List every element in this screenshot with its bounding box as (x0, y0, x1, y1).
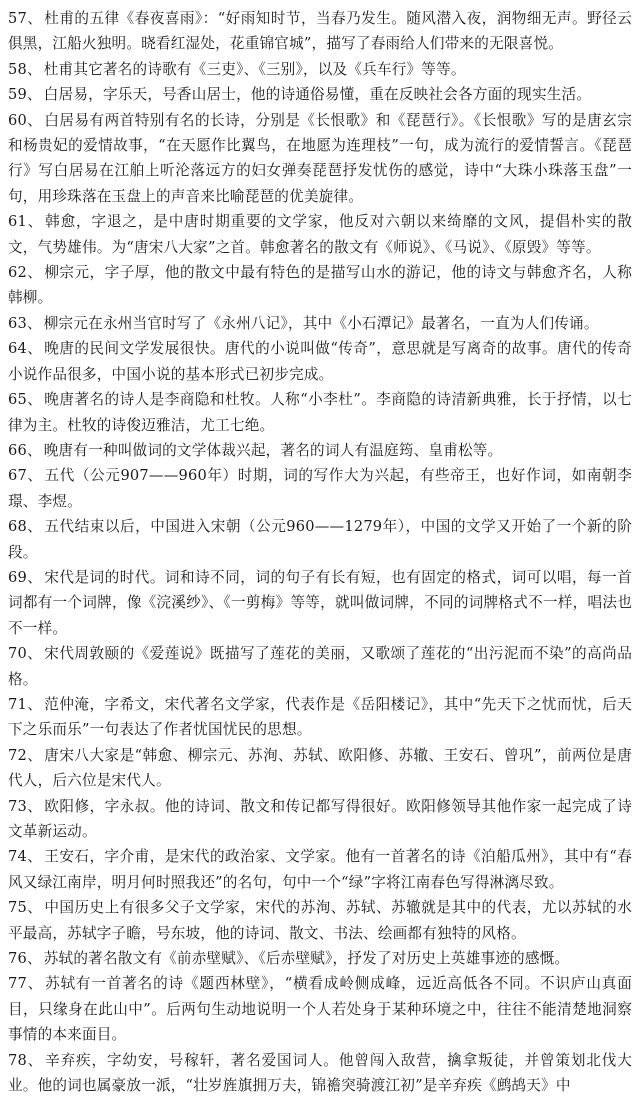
item-text: 五代（公元907——960年）时期，词的写作大为兴起，有些帝王，也好作词，如南朝李璟、李煜。 (8, 467, 632, 510)
item-number: 63、 (8, 314, 42, 332)
item-text: 辛弃疾，字幼安，号稼轩，著名爱国词人。他曾闯入敌营，擒拿叛徒，并曾策划北伐大业。他的词也属豪放一派，“壮岁旌旗拥万夫，锦襜突骑渡江初”是辛弃疾《鹧鸪天》中 (8, 1051, 633, 1095)
item-text: 苏轼的著名散文有《前赤壁赋》、《后赤壁赋》，抒发了对历史上英雄事迹的感慨。 (43, 950, 570, 968)
item-text: 范仲淹，字希文，宋代著名文学家，代表作是《岳阳楼记》，其中“先天下之忧而忧，后天下之乐而乐”一句表达了作者忧国忧民的思想。 (8, 695, 632, 739)
list-item (8, 209, 632, 260)
item-number: 59、 (8, 86, 42, 104)
item-text: 晚唐的民间文学发展很快。唐代的小说叫做“传奇”，意思就是写离奇的故事。唐代的传奇小说作品很多，中国小说的基本形式已初步完成。 (8, 340, 632, 383)
item-text: 白居易，字乐天，号香山居士，他的诗通俗易懂，重在反映社会各方面的现实生活。 (43, 86, 592, 104)
list-item (8, 743, 632, 794)
item-number: 72、 (8, 746, 43, 764)
item-text: 韩愈，字退之，是中唐时期重要的文学家，他反对六朝以来绮靡的文风，提倡朴实的散文，气势雄伟。为“唐宋八大家”之首。韩愈著名的散文有《师说》、《马说》、《原毁》等等。 (8, 213, 633, 256)
item-number: 65、 (8, 391, 43, 409)
item-text: 五代结束以后，中国进入宋朝（公元960——1279年），中国的文学又开始了一个新的阶段。 (8, 518, 632, 561)
item-text: 柳宗元，字子厚，他的散文中最有特色的是描写山水的游记，他的诗文与韩愈齐名，人称韩柳。 (8, 264, 632, 307)
item-text: 中国历史上有很多父子文学家，宋代的苏洵、苏轼、苏辙就是其中的代表，尤以苏轼的水平最高，苏轼字子瞻，号东坡，他的诗词、散文、书法、绘画都有独特的风格。 (8, 899, 632, 942)
item-number: 75、 (8, 899, 43, 917)
list-item (8, 438, 632, 463)
item-text: 唐宋八大家是“韩愈、柳宗元、苏洵、苏轼、欧阳修、苏辙、王安石、曾巩”，前两位是唐代人，后六位是宋代人。 (8, 746, 632, 790)
list-item (8, 895, 632, 946)
list-item (8, 692, 632, 743)
list-item (8, 336, 632, 387)
list-item (8, 794, 632, 845)
item-number: 60、 (8, 111, 43, 129)
item-text: 晚唐有一种叫做词的文学体裁兴起，著名的词人有温庭筠、皇甫松等。 (43, 441, 503, 459)
item-text: 晚唐著名的诗人是李商隐和杜牧。人称“小李杜”。李商隐的诗清新典雅，长于抒情，以七律为主。杜牧的诗俊迈雅洁，尤工七绝。 (8, 391, 632, 434)
item-number: 70、 (8, 645, 43, 663)
list-item (8, 565, 632, 641)
list-item (8, 844, 632, 895)
list-item (8, 57, 632, 82)
item-text: 王安石，字介甫，是宋代的政治家、文学家。他有一首著名的诗《泊船瓜州》，其中有“春风又绿江南岸，明月何时照我还”的名句，句中一个“绿”字将江南春色写得淋漓尽致。 (8, 848, 632, 891)
item-text: 宋代周敦颐的《爱莲说》既描写了莲花的美丽，又歌颂了莲花的“出污泥而不染”的高尚品格。 (8, 645, 632, 688)
list-item (8, 311, 632, 336)
list-item (8, 387, 632, 438)
item-text: 杜甫其它著名的诗歌有《三吏》、《三别》，以及《兵车行》等等。 (43, 60, 466, 78)
list-item (8, 971, 632, 1047)
item-number: 57、 (8, 10, 43, 27)
list-item (8, 1048, 632, 1098)
item-number: 67、 (8, 467, 43, 485)
list-item (8, 260, 632, 311)
item-text: 宋代是词的时代。词和诗不同，词的句子有长有短，也有固定的格式，词可以唱，每一首词都有一个词牌，像《浣溪纱》、《一剪梅》等等，就叫做词牌，不同的词牌格式不一样，唱法也不一样。 (8, 568, 632, 637)
item-number: 69、 (8, 568, 43, 586)
item-text: 欧阳修，字永叔。他的诗词、散文和传记都写得很好。欧阳修领导其他作家一起完成了诗文革新运动。 (8, 797, 632, 840)
list-item (8, 108, 632, 210)
item-text: 白居易有两首特别有名的长诗，分别是《长恨歌》和《琵琶行》。《长恨歌》写的是唐玄宗和杨贵妃的爱情故事，“在天愿作比翼鸟，在地愿为连理枝”一句，成为流行的爱情誓言。《琵琶行》写白居易在江舶上听沦落远方的妇女弹奏琵琶抒发忧伤的感觉，诗中“大珠小珠落玉盘”一句，用珍珠落在玉盘上的声音来比喻琵琶的优美旋律。 (8, 111, 633, 205)
list-item (8, 82, 632, 107)
item-number: 77、 (8, 975, 44, 993)
list-item (8, 641, 632, 692)
item-number: 61、 (8, 213, 44, 231)
item-number: 66、 (8, 441, 42, 459)
item-number: 62、 (8, 264, 43, 282)
list-item (8, 463, 632, 514)
item-number: 73、 (8, 797, 43, 815)
item-number: 64、 (8, 340, 43, 358)
item-text: 苏轼有一首著名的诗《题西林壁》，“横看成岭侧成峰，远近高低各不同。不识庐山真面目，只缘身在此山中”。后两句生动地说明一个人若处身于某种环境之中，往往不能清楚地洞察事情的本来面目。 (8, 975, 633, 1044)
item-number: 78、 (8, 1051, 44, 1069)
item-text: 杜甫的五律《春夜喜雨》：“好雨知时节，当春乃发生。随风潜入夜，润物细无声。野径云俱黑，江船火独明。晓看红湿处，花重锦官城”，描写了春雨给人们带来的无限喜悦。 (8, 10, 632, 53)
item-number: 71、 (8, 695, 43, 713)
item-number: 58、 (8, 60, 42, 78)
list-item (8, 6, 632, 57)
item-number: 74、 (8, 848, 43, 866)
item-number: 76、 (8, 950, 42, 968)
list-item (8, 514, 632, 565)
list-item (8, 946, 632, 971)
item-text: 柳宗元在永州当官时写了《永州八记》，其中《小石潭记》最著名，一直为人们传诵。 (43, 314, 599, 332)
item-number: 68、 (8, 518, 43, 536)
